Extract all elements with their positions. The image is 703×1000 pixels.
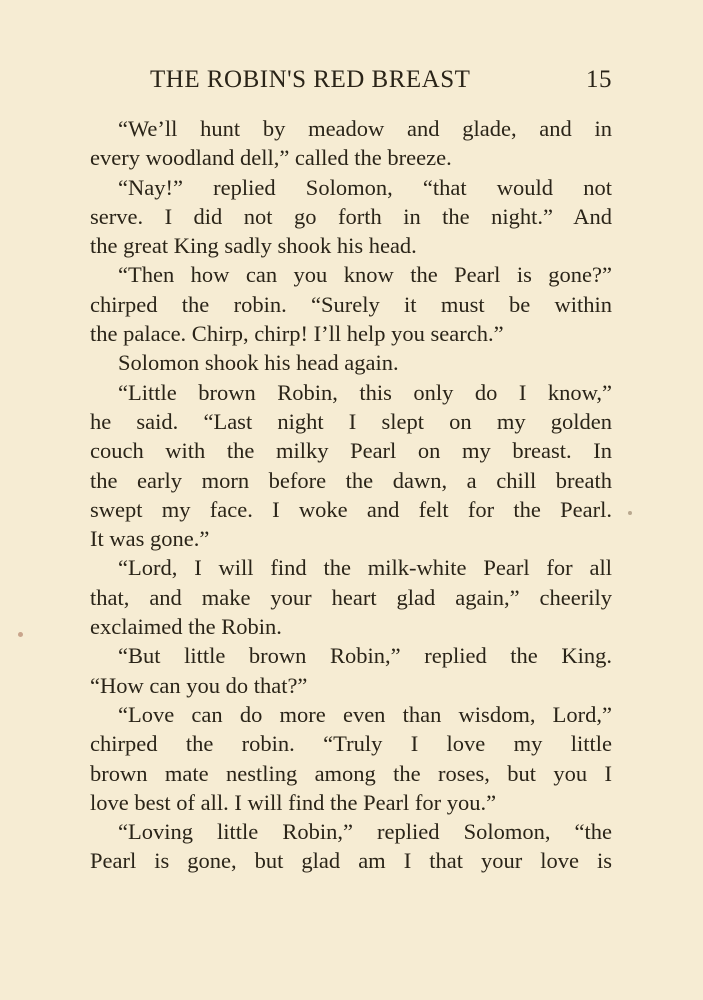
text-line: chirped the robin. “Surely it must be within [90, 291, 612, 317]
text-line: couch with the milky Pearl on my breast. In [90, 438, 612, 464]
text-line: every woodland dell,” called the breeze. [90, 145, 452, 171]
text-line: “We’ll hunt by meadow and glade, and in [118, 116, 612, 141]
text-line: It was gone.” [90, 526, 210, 552]
text-line: “Then how can you know the Pearl is gone?” [118, 262, 612, 288]
text-line: he said. “Last night I slept on my golden [90, 408, 612, 434]
text-line: brown mate nestling among the roses, but you I [90, 760, 612, 786]
text-line: “Nay!” replied Solomon, “that would not [118, 174, 612, 200]
text-line: exclaimed the Robin. [90, 614, 282, 640]
paper-speck [18, 632, 23, 637]
text-line: “How can you do that?” [90, 672, 308, 698]
paper-speck [628, 511, 632, 515]
body-text [90, 114, 612, 876]
text-line: “Lord, I will find the milk-white Pearl for all [118, 555, 612, 581]
running-header [150, 66, 612, 100]
text-line: the palace. Chirp, chirp! I’ll help you search.” [90, 321, 504, 347]
text-line: “Loving little Robin,” replied Solomon, “the [118, 819, 612, 845]
text-line: that, and make your heart glad again,” cheerily [90, 584, 612, 610]
text-line: love best of all. I will find the Pearl for you.” [90, 789, 497, 815]
text-line: Pearl is gone, but glad am I that your love is [90, 848, 612, 874]
text-line: the early morn before the dawn, a chill breath [90, 467, 612, 493]
text-line: serve. I did not go forth in the night.” And [90, 203, 612, 229]
running-title: THE ROBIN'S RED BREAST [150, 66, 471, 93]
text-line: “Love can do more even than wisdom, Lord,” [118, 701, 612, 727]
text-line: Solomon shook his head again. [118, 350, 399, 376]
text-line: the great King sadly shook his head. [90, 233, 417, 259]
text-line: swept my face. I woke and felt for the Pearl. [90, 496, 612, 522]
text-line: “But little brown Robin,” replied the King. [118, 643, 612, 669]
page-number: 15 [586, 66, 612, 93]
text-line: chirped the robin. “Truly I love my little [90, 731, 612, 757]
text-line: “Little brown Robin, this only do I know,” [118, 379, 612, 405]
